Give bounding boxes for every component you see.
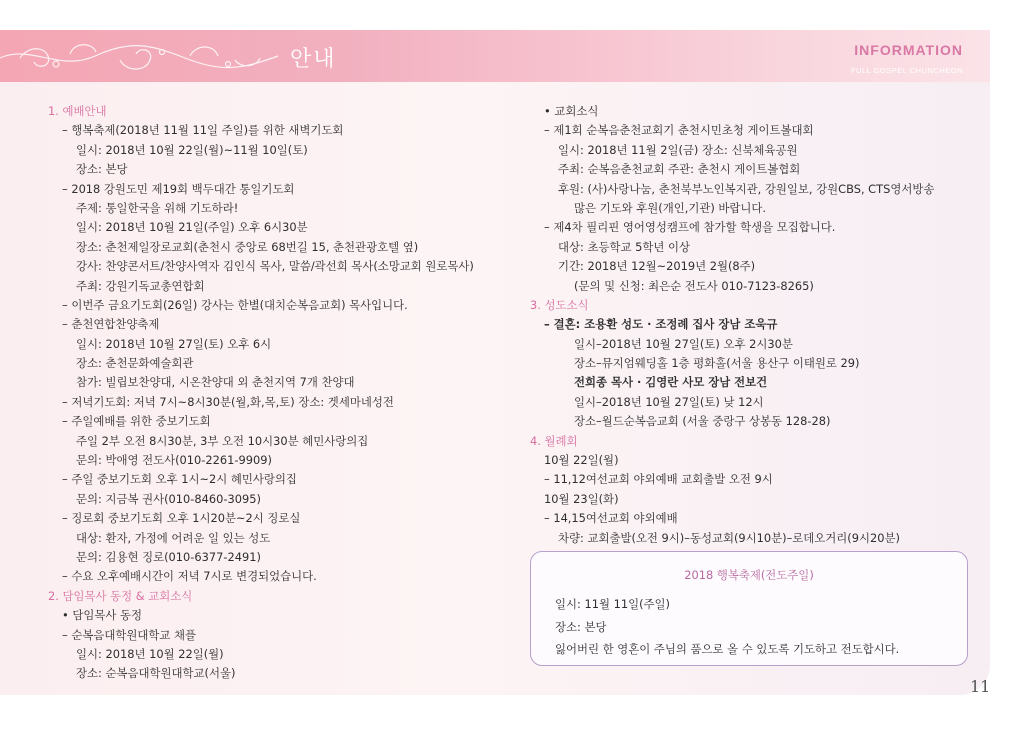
list-item: 주일 2부 오전 8시30분, 3부 오전 10시30분 혜민사랑의집 [76, 433, 369, 448]
left-column [48, 102, 508, 684]
list-item: 10월 22일(월) [544, 453, 619, 468]
list-item: 전희종 목사 · 김영란 사모 장남 전보건 [574, 375, 768, 390]
list-item: 주최: 순복음춘천교회 주관: 춘천시 게이트볼협회 [558, 162, 801, 177]
list-item: – 주일예배를 위한 중보기도회 [62, 414, 211, 429]
festival-notice-box [530, 551, 968, 666]
festival-message: 잃어버린 한 영혼이 주님의 품으로 올 수 있도록 기도하고 전도합시다. [555, 642, 900, 656]
list-item: – 순복음대학원대학교 채플 [62, 627, 196, 642]
list-item: 10월 23일(화) [544, 491, 619, 506]
list-item: 장소–뮤지엄웨딩홀 1층 평화홀(서울 용산구 이태원로 29) [574, 356, 860, 371]
list-item: 강사: 찬양콘서트/찬양사역자 김인식 목사, 말씀/곽선희 목사(소망교회 원로목사) [76, 259, 474, 274]
list-item: 장소: 본당 [76, 162, 128, 177]
list-item: 장소–월드순복음교회 (서울 중랑구 상봉동 128-28) [574, 414, 831, 429]
list-item: 문의: 김용현 징로(010-6377-2491) [76, 549, 261, 564]
list-item: – 2018 강원도민 제19회 백두대간 통일기도회 [62, 181, 295, 196]
list-item: – 징로회 중보기도회 오후 1시20분~2시 징로실 [62, 511, 301, 526]
list-item: 대상: 환자, 가정에 어려운 일 있는 성도 [76, 530, 271, 545]
list-item: 장소: 춘천문화예술회관 [76, 356, 194, 371]
header-subtitle: FULL GOSPEL CHUNCHEON [850, 66, 963, 75]
list-item: – 11,12여선교회 야외예배 교회출발 오전 9시 [544, 472, 773, 487]
floral-ornament-icon [0, 34, 280, 80]
section-heading: 2. 담임목사 동정 & 교회소식 [48, 588, 193, 603]
list-item: 참가: 빌립보찬양대, 시온찬양대 외 춘천지역 7개 찬양대 [76, 375, 355, 390]
list-item: 장소: 춘천제일장로교회(춘천시 중앙로 68번길 15, 춘천관광호텔 옆) [76, 239, 419, 254]
list-item: – 제1회 순복음춘천교회기 춘천시민초청 게이트볼대회 [544, 123, 814, 138]
page-number: 11 [970, 677, 991, 696]
list-item: 주제: 통일한국을 위해 기도하라! [76, 200, 239, 215]
list-item: 많은 기도와 후원(개인,기관) 바랍니다. [574, 200, 767, 215]
festival-date: 일시: 11월 11일(주일) [555, 597, 670, 611]
section-heading: 3. 성도소식 [530, 297, 589, 312]
list-item: – 행복축제(2018년 11월 11일 주일)를 위한 새벽기도회 [62, 123, 344, 138]
list-item: 일시: 2018년 10월 22일(월)~11월 10일(토) [76, 142, 308, 157]
list-item: 기간: 2018년 12월~2019년 2월(8주) [558, 259, 756, 274]
list-item: 문의: 박애영 전도사(010-2261-9909) [76, 453, 272, 468]
list-item: – 주일 중보기도회 오후 1시~2시 혜민사랑의집 [62, 472, 297, 487]
list-item: – 수요 오후예배시간이 저녁 7시로 변경되었습니다. [62, 569, 317, 584]
header-info-label: INFORMATION [854, 42, 963, 58]
festival-place: 장소: 본당 [555, 620, 607, 634]
list-item: 장소: 순복음대학원대학교(서울) [76, 666, 236, 681]
list-item: – 저녁기도회: 저녁 7시~8시30분(월,화,목,토) 장소: 겟세마네성전 [62, 394, 394, 409]
list-item: 후원: (사)사랑나눔, 춘천북부노인복지관, 강원일보, 강원CBS, CTS영서방송 [558, 181, 935, 196]
list-item: – 춘천연합찬양축제 [62, 317, 160, 332]
list-item: 일시–2018년 10월 27일(토) 낮 12시 [574, 394, 764, 409]
list-item: 일시: 2018년 10월 27일(토) 오후 6시 [76, 336, 272, 351]
list-item: • 담임목사 동정 [62, 608, 142, 623]
list-item: (문의 및 신청: 최은순 전도사 010-7123-8265) [574, 278, 814, 293]
list-item: • 교회소식 [544, 104, 599, 118]
header-title: 안내 [290, 47, 337, 72]
section-heading: 4. 월례회 [530, 433, 578, 448]
list-item: 일시: 2018년 11월 2일(금) 장소: 신북체육공원 [558, 142, 798, 157]
list-item: 대상: 초등학교 5학년 이상 [558, 239, 690, 254]
right-column [530, 102, 970, 548]
list-item: 주최: 강원기독교총연합회 [76, 278, 205, 293]
list-item: – 제4차 필리핀 영어영성캠프에 참가할 학생을 모집합니다. [544, 220, 836, 235]
festival-box-title: 2018 행복축제(전도주일) [684, 568, 814, 582]
list-item: 일시: 2018년 10월 21일(주일) 오후 6시30분 [76, 220, 308, 235]
list-item: – 이번주 금요기도회(26일) 강사는 한별(대치순복음교회) 목사입니다. [62, 297, 408, 312]
list-item: 차량: 교회출발(오전 9시)–동성교회(9시10분)–로데오거리(9시20분) [558, 530, 900, 545]
section-heading: 1. 예배안내 [48, 104, 107, 118]
list-item: – 결혼: 조용환 성도 · 조정례 집사 장남 조욱규 [544, 317, 778, 332]
list-item: – 14,15여선교회 야외예배 [544, 511, 678, 526]
list-item: 일시–2018년 10월 27일(토) 오후 2시30분 [574, 336, 793, 351]
list-item: 문의: 지금복 권사(010-8460-3095) [76, 491, 261, 506]
list-item: 일시: 2018년 10월 22일(월) [76, 646, 224, 661]
